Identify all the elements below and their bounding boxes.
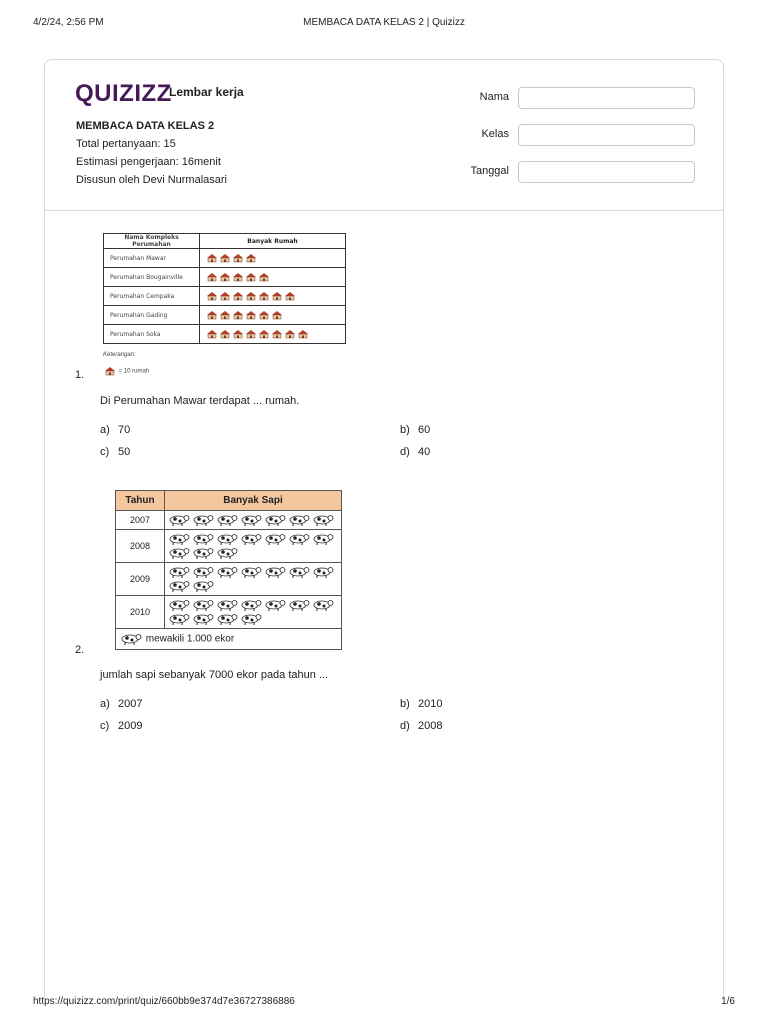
house-icon	[245, 272, 257, 282]
house-icon	[232, 310, 244, 320]
house-icon	[258, 291, 270, 301]
option-letter: c)	[100, 720, 110, 732]
estimated-time: Estimasi pengerjaan: 16menit	[76, 156, 221, 168]
option-value: 70	[118, 424, 131, 436]
option-b[interactable]	[400, 424, 430, 436]
option-letter: d)	[400, 720, 410, 732]
option-b[interactable]	[400, 698, 442, 710]
cow-icon	[240, 513, 262, 527]
cow-icon	[240, 565, 262, 579]
house-icon	[271, 291, 283, 301]
house-icon	[245, 329, 257, 339]
house-icon	[297, 329, 309, 339]
cow-icon	[168, 546, 190, 560]
house-icon	[258, 310, 270, 320]
cow-icon	[168, 612, 190, 626]
house-icon	[219, 272, 231, 282]
cow-icon	[264, 565, 286, 579]
quizizz-logo: QUIZIZZ	[75, 80, 172, 107]
print-url: https://quizizz.com/print/quiz/660bb9e374d7e36727386886	[33, 996, 295, 1007]
print-datetime: 4/2/24, 2:56 PM	[33, 17, 104, 28]
cow-icon	[216, 546, 238, 560]
option-letter: d)	[400, 446, 410, 458]
option-value: 60	[418, 424, 431, 436]
house-icon	[232, 329, 244, 339]
option-letter: a)	[100, 698, 110, 710]
date-field[interactable]	[518, 161, 695, 183]
house-icon	[245, 310, 257, 320]
cow-icon	[192, 598, 214, 612]
cow-icon	[192, 612, 214, 626]
table-row	[104, 287, 346, 306]
table-header: Banyak Rumah	[200, 234, 346, 249]
cow-icon	[168, 598, 190, 612]
house-icon	[206, 253, 218, 263]
option-value: 2009	[118, 720, 143, 732]
cow-icon	[216, 532, 238, 546]
quiz-title: MEMBACA DATA KELAS 2	[76, 120, 215, 132]
class-label: Kelas	[481, 128, 509, 140]
option-d[interactable]	[400, 446, 430, 458]
table-header: Nama Kompleks Perumahan	[104, 234, 200, 249]
house-icon	[206, 329, 218, 339]
house-icon	[271, 329, 283, 339]
house-icon	[271, 310, 283, 320]
house-icon	[232, 272, 244, 282]
housing-pictograph-table	[103, 233, 346, 344]
house-icon	[219, 253, 231, 263]
table-row	[116, 563, 342, 596]
worksheet-header	[45, 60, 723, 211]
house-icon	[104, 366, 116, 376]
option-d[interactable]	[400, 720, 442, 732]
house-icon	[284, 329, 296, 339]
name-field[interactable]	[518, 87, 695, 109]
cow-icons	[165, 530, 342, 563]
worksheet-tag: Lembar kerja	[169, 85, 244, 99]
table-row	[116, 629, 342, 650]
cow-legend	[116, 629, 342, 650]
option-letter: a)	[100, 424, 110, 436]
house-icon	[206, 272, 218, 282]
cow-icon	[288, 513, 310, 527]
table-row	[104, 306, 346, 325]
house-icons	[200, 287, 346, 306]
option-value: 50	[118, 446, 131, 458]
question-text: jumlah sapi sebanyak 7000 ekor pada tahun ...	[100, 669, 329, 681]
table-row	[104, 268, 346, 287]
cow-icon	[264, 513, 286, 527]
house-icons	[200, 325, 346, 344]
cow-icon	[264, 532, 286, 546]
table-cell: 2009	[116, 563, 165, 596]
date-label: Tanggal	[470, 165, 509, 177]
cow-icon	[216, 598, 238, 612]
house-icon	[258, 272, 270, 282]
table-cell: Perumahan Bougainville	[104, 268, 200, 287]
cow-icon	[192, 546, 214, 560]
table-cell: Perumahan Gading	[104, 306, 200, 325]
house-icon	[232, 253, 244, 263]
cow-icon	[312, 565, 334, 579]
house-icon	[258, 329, 270, 339]
table-cell: 2008	[116, 530, 165, 563]
print-title: MEMBACA DATA KELAS 2 | Quizizz	[303, 17, 465, 28]
author: Disusun oleh Devi Nurmalasari	[76, 174, 228, 186]
option-letter: c)	[100, 446, 110, 458]
cow-icon	[120, 632, 142, 646]
cow-icon	[216, 612, 238, 626]
legend-text: = 10 rumah	[118, 368, 150, 375]
cow-icon	[240, 612, 262, 626]
option-a[interactable]	[100, 698, 142, 710]
option-value: 40	[418, 446, 431, 458]
table-cell: Perumahan Mawar	[104, 249, 200, 268]
house-icon	[219, 329, 231, 339]
question-text: Di Perumahan Mawar terdapat ... rumah.	[100, 395, 300, 407]
cow-icons	[165, 563, 342, 596]
page-number: 1/6	[721, 996, 735, 1007]
cow-icon	[192, 579, 214, 593]
house-icon	[206, 310, 218, 320]
legend	[104, 366, 149, 376]
house-icon	[219, 310, 231, 320]
table-header: Tahun	[116, 491, 165, 511]
cow-icons	[165, 511, 342, 530]
house-icon	[284, 291, 296, 301]
cow-icon	[168, 513, 190, 527]
cow-pictograph-table	[115, 490, 342, 650]
house-icons	[200, 268, 346, 287]
table-cell: 2010	[116, 596, 165, 629]
option-c[interactable]	[100, 446, 130, 458]
cow-icon	[192, 565, 214, 579]
house-icon	[245, 253, 257, 263]
house-icon	[206, 291, 218, 301]
class-field[interactable]	[518, 124, 695, 146]
question-number: 2.	[75, 644, 85, 656]
option-value: 2010	[418, 698, 443, 710]
cow-icon	[312, 513, 334, 527]
table-cell: Perumahan Soka	[104, 325, 200, 344]
cow-icon	[240, 532, 262, 546]
cow-icon	[288, 598, 310, 612]
cow-icon	[288, 532, 310, 546]
cow-icon	[168, 565, 190, 579]
cow-icon	[192, 513, 214, 527]
cow-icon	[312, 598, 334, 612]
cow-icon	[264, 598, 286, 612]
table-row	[116, 530, 342, 563]
table-cell: Perumahan Cempaka	[104, 287, 200, 306]
table-header: Banyak Sapi	[165, 491, 342, 511]
question-number: 1.	[75, 369, 85, 381]
cow-icon	[192, 532, 214, 546]
cow-icon	[216, 513, 238, 527]
cow-icon	[168, 532, 190, 546]
option-letter: b)	[400, 698, 410, 710]
house-icon	[232, 291, 244, 301]
option-value: 2007	[118, 698, 143, 710]
table-row	[104, 325, 346, 344]
table-row	[116, 596, 342, 629]
cow-icon	[312, 532, 334, 546]
cow-icon	[288, 565, 310, 579]
legend-text: mewakili 1.000 ekor	[145, 633, 235, 645]
total-questions: Total pertanyaan: 15	[76, 138, 176, 150]
house-icon	[245, 291, 257, 301]
house-icons	[200, 306, 346, 325]
cow-icon	[216, 565, 238, 579]
option-c[interactable]	[100, 720, 142, 732]
table-cell: 2007	[116, 511, 165, 530]
option-letter: b)	[400, 424, 410, 436]
legend-title: Keterangan:	[103, 352, 136, 358]
table-row	[116, 511, 342, 530]
cow-icon	[168, 579, 190, 593]
option-a[interactable]	[100, 424, 130, 436]
house-icons	[200, 249, 346, 268]
cow-icons	[165, 596, 342, 629]
house-icon	[219, 291, 231, 301]
table-row	[104, 249, 346, 268]
name-label: Nama	[479, 91, 509, 103]
cow-icon	[240, 598, 262, 612]
option-value: 2008	[418, 720, 443, 732]
